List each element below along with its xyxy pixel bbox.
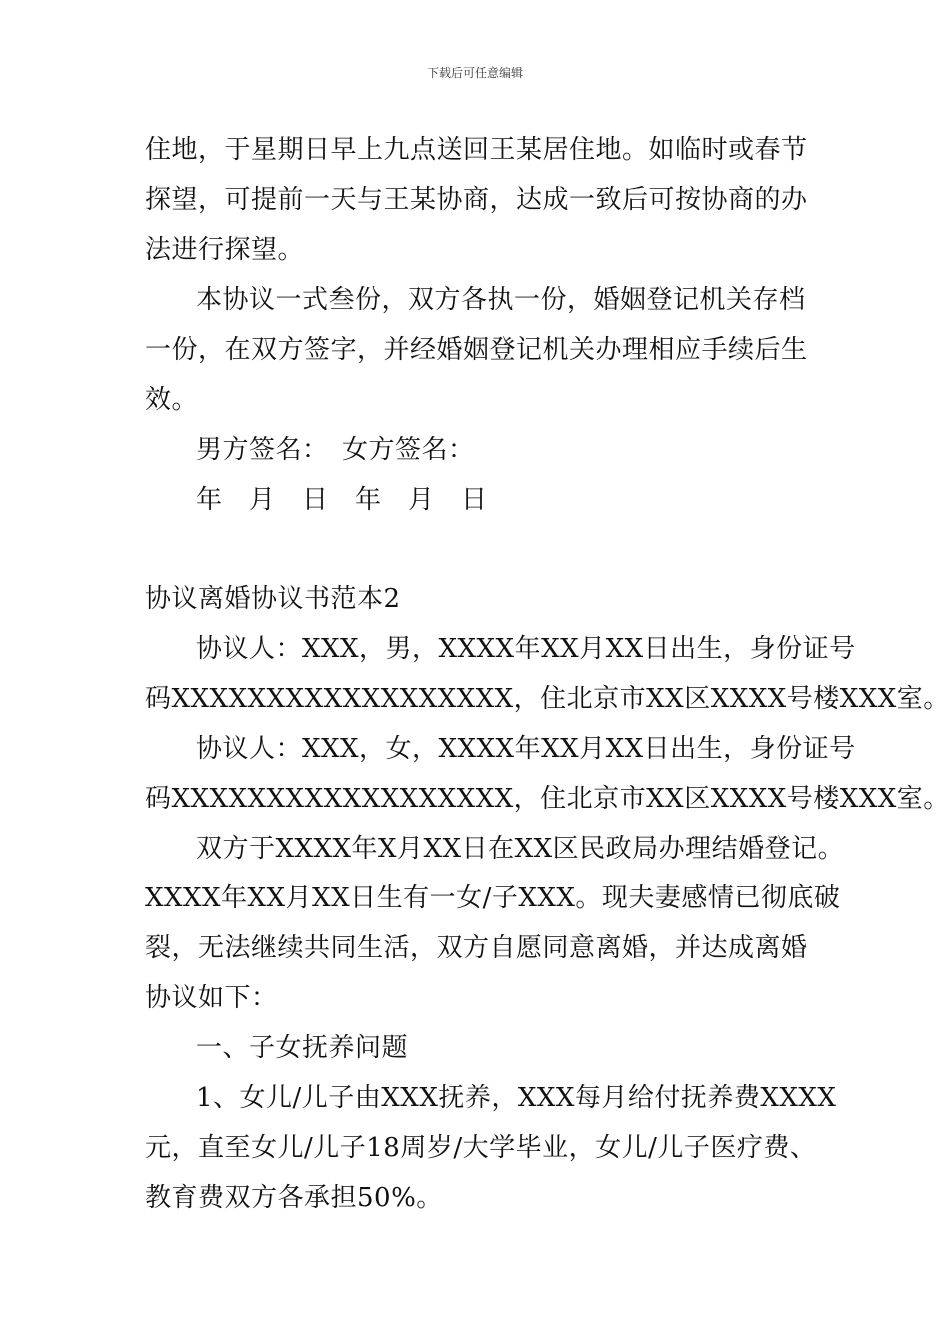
text-line: 码XXXXXXXXXXXXXXXXXX，住北京市XX区XXXX号楼XXX室。: [145, 684, 950, 714]
text-line: 1、女儿/儿子由XXX抚养，XXX每月给付抚养费XXXX: [196, 1083, 837, 1113]
subsection-heading: 一、子女抚养问题: [196, 1033, 409, 1063]
text-line: XXXX年XX月XX日生有一女/子XXX。现夫妻感情已彻底破: [145, 883, 841, 913]
text-line: 本协议一式叁份，双方各执一份，婚姻登记机关存档: [196, 285, 806, 315]
text-line: 协议人：XXX，男，XXXX年XX月XX日出生，身份证号: [196, 634, 856, 664]
text-line: 法进行探望。: [145, 235, 305, 265]
signature-line: 男方签名： 女方签名：: [196, 435, 475, 465]
text-line: 教育费双方各承担50%。: [145, 1183, 443, 1213]
text-line: 码XXXXXXXXXXXXXXXXXX，住北京市XX区XXXX号楼XXX室。: [145, 784, 950, 814]
date-line: 年 月 日 年 月 日: [196, 485, 488, 515]
text-line: 协议人：XXX，女，XXXX年XX月XX日出生，身份证号: [196, 734, 856, 764]
text-line: 探望，可提前一天与王某协商，达成一致后可按协商的办: [145, 185, 808, 215]
text-line: 协议如下：: [145, 983, 278, 1013]
text-line: 一份，在双方签字，并经婚姻登记机关办理相应手续后生: [145, 335, 808, 365]
text-line: 元，直至女儿/儿子18周岁/大学毕业，女儿/儿子医疗费、: [145, 1133, 817, 1163]
text-line: 裂，无法继续共同生活，双方自愿同意离婚，并达成离婚: [145, 933, 808, 963]
text-line: 双方于XXXX年X月XX日在XX区民政局办理结婚登记。: [196, 834, 845, 864]
section-title: 协议离婚协议书范本2: [145, 584, 401, 614]
page-header: 下载后可任意编辑: [426, 66, 523, 80]
text-line: 住地，于星期日早上九点送回王某居住地。如临时或春节: [145, 135, 808, 165]
text-line: 效。: [145, 385, 199, 415]
